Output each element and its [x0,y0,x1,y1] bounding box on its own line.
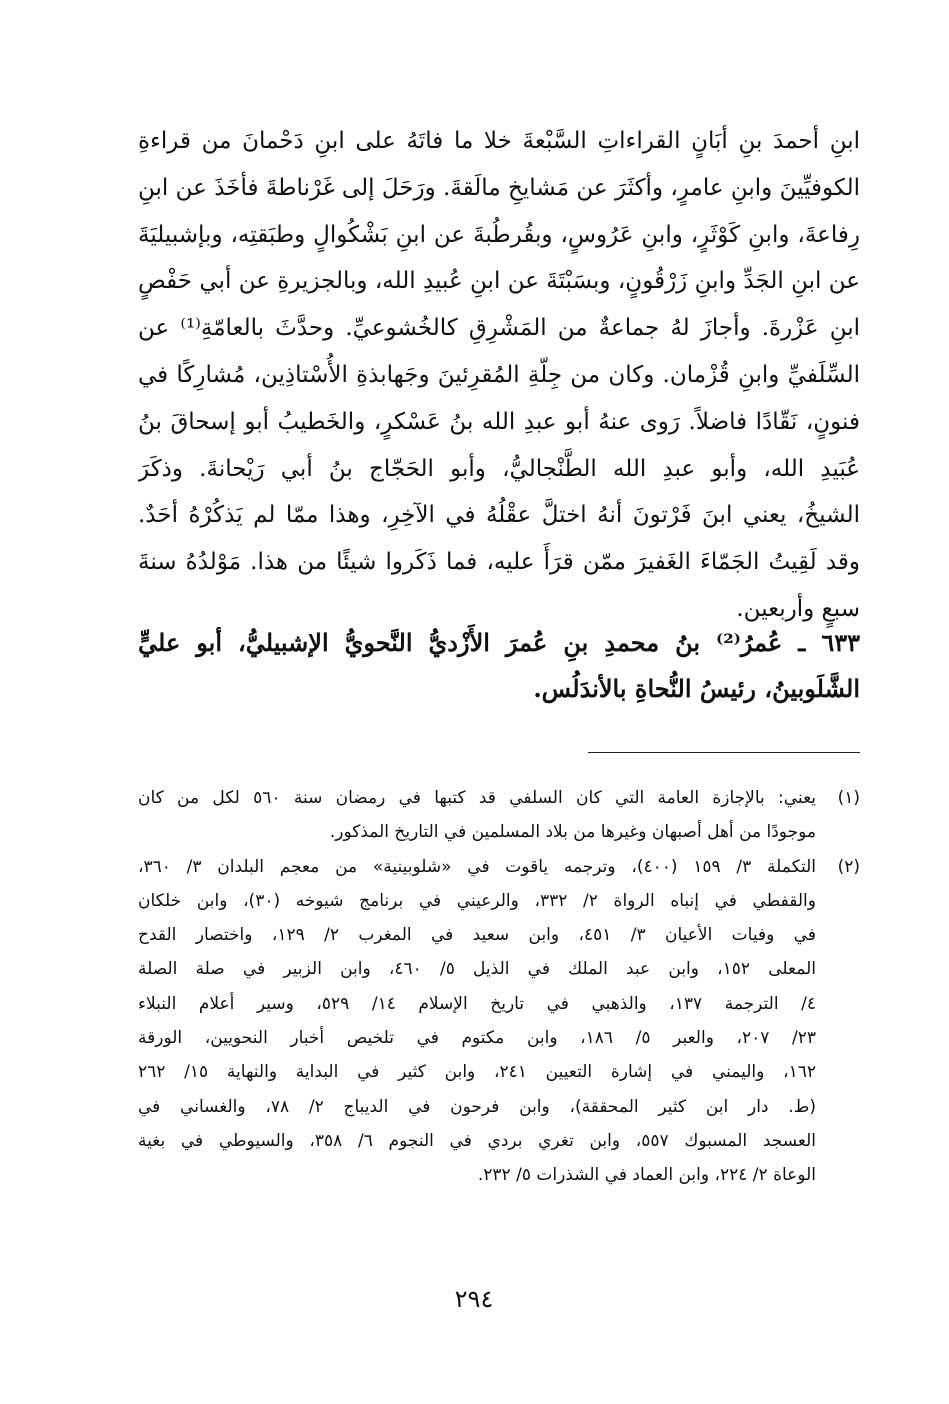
footnote-separator [588,752,860,753]
footnote-line: موجودًا من أهل أصبهان وغيرها من بلاد المسلمين في التاريخ المذكور. [329,822,816,843]
main-text-line: عن ابنِ الجَدِّ وابنِ زَرْقُونٍ، وبسَبْتَةَ عن ابنِ عُبيدِ الله، وبالجزيرةِ عن أبي حَفْصٍ [138,268,860,295]
main-text-line: ابنِ أحمدَ بنِ أبَانٍ القراءاتِ السَّبْعةَ خلا ما فاتَهُ على ابنِ دَحْمانَ من قراءةِ [138,128,860,154]
entry-heading [138,620,860,712]
main-text-line: سبعٍ وأربعين. [736,595,860,622]
footnote-line: يعني: بالإجازة العامة التي كان السلفي قد كتبها في رمضان سنة ٥٦٠ لكل من كان [138,788,816,808]
main-text-line: وقد لَقِيتُ الجَمّاءَ الغَفيرَ ممّن قرَأَ عليه، فما ذَكَروا شيئًا من هذا. مَوْلدُهُ سنةَ [138,549,860,576]
footnote-line: ٢٣/ ٢٠٧، والعبر ٥/ ١٨٦، وابن مكتوم في تلخيص أخبار النحويين، الورقة [138,1028,816,1049]
footnote-line: العسجد المسبوك ٥٥٧، وابن تغري بردي في النجوم ٦/ ٣٥٨، والسيوطي في بغية [138,1130,816,1151]
main-text-line: رِفاعةَ، وابنِ كَوْثَرٍ، وابنِ عَرُوسٍ، وبقُرطُبةَ عن ابنِ بَشْكُوالٍ وطبَقتِه، وبإشبيليَةَ [138,221,860,248]
footnote-line: في وفيات الأعيان ٣/ ٤٥١، وابن سعيد في المغرب ٢/ ١٢٩، واختصار القدح [138,925,816,946]
footnote-line: المعلى ١٥٢، وابن عبد الملك في الذيل ٥/ ٤٦٠، وابن الزبير في صلة الصلة [138,959,816,980]
main-text-line: الشيخُ، يعني ابنَ فَرْتونَ أنهُ اختلَّ عقْلُهُ في الآخِرِ، وهذا ممّا لم يَذكُرْهُ أحَدٌ. [138,502,860,529]
page-number: ٢٩٤ [454,1285,494,1313]
footnote-line: ٤/ الترجمة ١٣٧، والذهبي في تاريخ الإسلام ١٤/ ٥٢٩، وسير أعلام النبلاء [138,993,816,1014]
main-text-line: فنونٍ، نَقّادًا فاضلاً. رَوى عنهُ أبو عبدِ الله بنُ عَسْكرٍ، والخَطيبُ أبو إسحاقَ بنُ [138,408,860,435]
footnote-line: (ط. دار ابن كثير المحققة)، وابن فرحون في الديباج ٢/ ٧٨، والغساني في [138,1096,816,1117]
footnote-line: ١٦٢، واليمني في إشارة التعيين ٢٤١، وابن كثير في البداية والنهاية ١٥/ ٢٦٢ [138,1062,816,1083]
entry-heading-line: ٦٣٣ ـ عُمرُ⁽²⁾ بنُ محمدِ بنِ عُمرَ الأَزْديُّ النَّحويُّ الإشبيليُّ، أبو عليٍّ [138,628,860,657]
main-text-line: عُبَيدِ الله، وأبو عبدِ الله الطَّنْجاليُّ، وأبو الحَجّاج بنُ أبي رَيْحانةَ. وذكَرَ [138,455,860,482]
footnote-body [138,850,816,1193]
footnote-line: والقفطي في إنباه الرواة ٢/ ٣٣٢، والرعيني في برنامج شيوخه (٣٠)، وابن خلكان [138,890,816,911]
main-text-line: ابنِ عَزْرةَ. وأجازَ لهُ جماعةٌ من المَشْرِقِ كالخُشوعيِّ. وحدَّثَ بالعامّةِ⁽¹⁾ عن [138,315,860,342]
footnote [138,850,860,1193]
footnote-line: الوعاة ٢/ ٢٢٤، وابن العماد في الشذرات ٥/ ٢٣٢. [477,1165,816,1186]
footnote [138,781,860,850]
main-text-line: الكوفيِّينَ وابنِ عامرٍ، وأكثَرَ عن مَشايخِ مالَقةَ. ورَحَلَ إلى غَرْناطةَ فأخَذَ عن ابنِ [138,174,860,201]
entry-heading-line: الشَّلَوبينُ، رئيسُ النُّحاةِ بالأندَلُس. [533,674,860,703]
footnotes-section [138,781,860,1193]
footnote-number: (٢) [837,856,860,877]
footnote-body [138,781,816,850]
main-text-line: السِّلَفيِّ وابنِ قُزْمان. وكان من جِلّةِ المُقرِئينَ وجَهابذةِ الأُسْتاذِين، مُشارِكًا في [138,361,860,388]
main-paragraph [138,118,860,633]
footnote-number: (١) [837,788,860,808]
footnote-line: التكملة ٣/ ١٥٩ (٤٠٠)، وترجمه ياقوت في «شلوبينية» من معجم البلدان ٣/ ٣٦٠، [138,856,816,877]
